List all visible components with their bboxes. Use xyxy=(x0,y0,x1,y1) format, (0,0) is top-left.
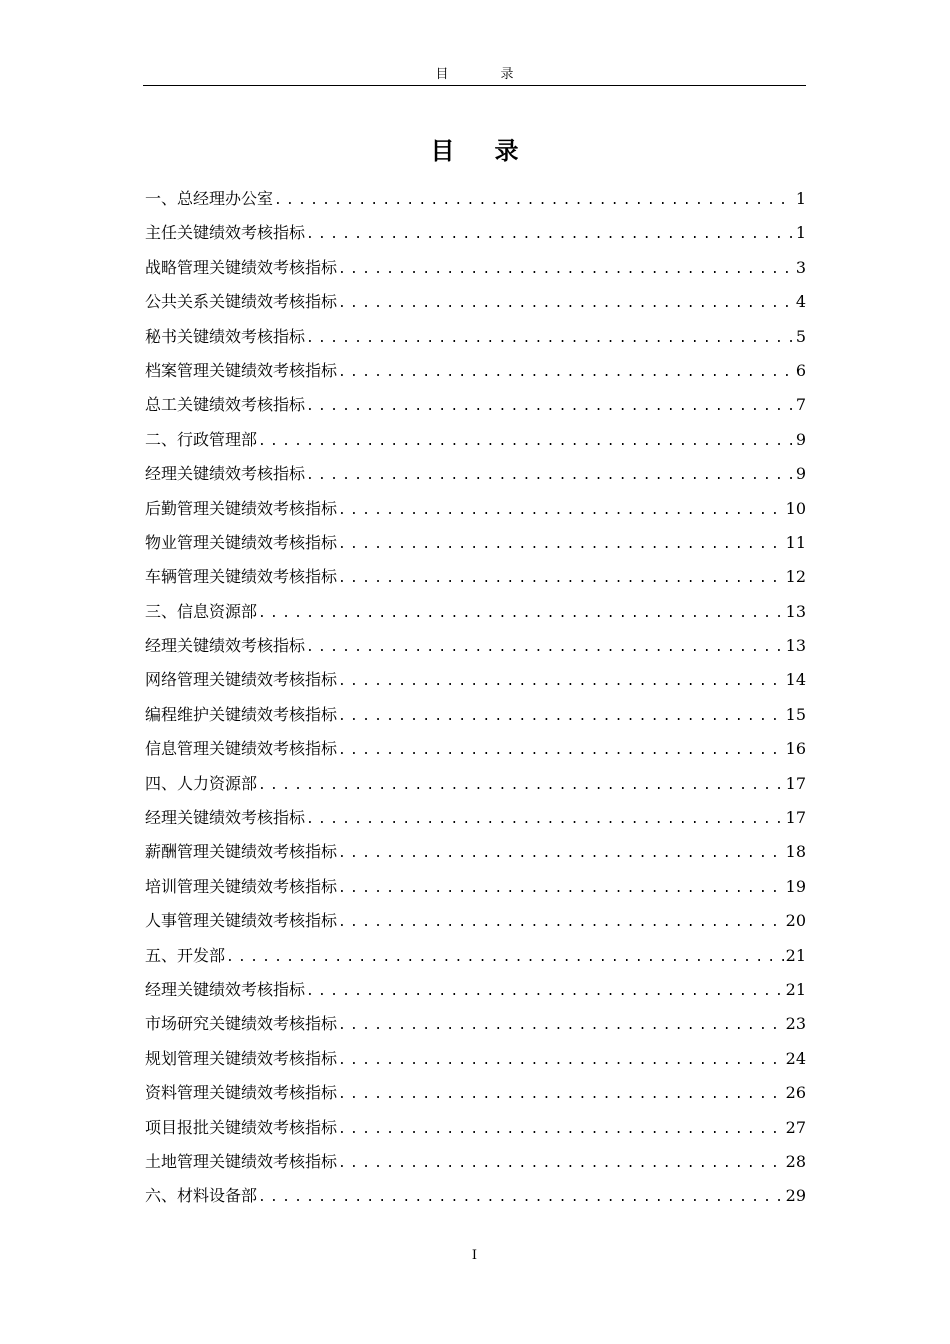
toc-entry-label: 经理关键绩效考核指标 xyxy=(145,808,306,828)
toc-entry-page: 5 xyxy=(795,326,806,346)
toc-dot-leader xyxy=(306,459,794,493)
toc-entry-label: 网络管理关键绩效考核指标 xyxy=(145,670,338,690)
toc-entry-label: 经理关键绩效考核指标 xyxy=(145,464,306,484)
toc-entry-page: 17 xyxy=(785,808,806,828)
toc-entry[interactable] xyxy=(145,182,806,216)
toc-entry-page: 20 xyxy=(785,911,806,931)
toc-entry-page: 12 xyxy=(785,567,806,587)
toc-entry-label: 市场研究关键绩效考核指标 xyxy=(145,1014,338,1034)
toc-dot-leader xyxy=(306,975,784,1009)
toc-entry[interactable] xyxy=(145,251,806,285)
toc-entry-label: 经理关键绩效考核指标 xyxy=(145,979,306,999)
toc-dot-leader xyxy=(338,1078,784,1112)
toc-entry-page: 15 xyxy=(785,704,806,724)
toc-entry[interactable] xyxy=(145,285,806,319)
toc-dot-leader xyxy=(338,906,784,940)
toc-entry-label: 经理关键绩效考核指标 xyxy=(145,636,306,656)
toc-entry-label: 土地管理关键绩效考核指标 xyxy=(145,1151,338,1171)
toc-entry-page: 9 xyxy=(795,464,806,484)
toc-entry-label: 人事管理关键绩效考核指标 xyxy=(145,911,338,931)
toc-dot-leader xyxy=(338,837,784,871)
toc-entry[interactable] xyxy=(145,904,806,938)
toc-entry-label: 秘书关键绩效考核指标 xyxy=(145,326,306,346)
toc-entry-page: 3 xyxy=(795,257,806,277)
toc-entry-label: 信息管理关键绩效考核指标 xyxy=(145,739,338,759)
toc-entry-label: 项目报批关键绩效考核指标 xyxy=(145,1117,338,1137)
toc-entry[interactable] xyxy=(145,939,806,973)
toc-dot-leader xyxy=(258,597,784,631)
toc-dot-leader xyxy=(338,494,784,528)
toc-dot-leader xyxy=(338,734,784,768)
toc-dot-leader xyxy=(338,700,784,734)
toc-dot-leader xyxy=(306,631,784,665)
toc-entry-page: 11 xyxy=(785,532,806,552)
toc-entry-label: 物业管理关键绩效考核指标 xyxy=(145,532,338,552)
toc-entry-label: 资料管理关键绩效考核指标 xyxy=(145,1083,338,1103)
toc-dot-leader xyxy=(258,425,794,459)
toc-entry[interactable] xyxy=(145,1042,806,1076)
toc-entry-page: 23 xyxy=(785,1014,806,1034)
toc-entry-page: 1 xyxy=(795,223,806,243)
toc-entry-label: 公共关系关键绩效考核指标 xyxy=(145,292,338,312)
toc-entry-page: 6 xyxy=(795,360,806,380)
toc-dot-leader xyxy=(338,1009,784,1043)
toc-entry-label: 四、人力资源部 xyxy=(145,773,258,793)
toc-dot-leader xyxy=(338,253,794,287)
toc-dot-leader xyxy=(338,665,784,699)
toc-entry[interactable] xyxy=(145,216,806,250)
toc-entry[interactable] xyxy=(145,423,806,457)
toc-dot-leader xyxy=(306,322,794,356)
toc-entry[interactable] xyxy=(145,457,806,491)
toc-entry-page: 19 xyxy=(785,876,806,896)
toc-dot-leader xyxy=(338,287,794,321)
toc-entry-label: 档案管理关键绩效考核指标 xyxy=(145,360,338,380)
toc-entry[interactable] xyxy=(145,732,806,766)
toc-dot-leader xyxy=(338,562,784,596)
toc-entry[interactable] xyxy=(145,663,806,697)
toc-dot-leader xyxy=(338,528,784,562)
toc-entry[interactable] xyxy=(145,320,806,354)
toc-dot-leader xyxy=(338,1044,784,1078)
toc-dot-leader xyxy=(274,184,794,218)
toc-entry-label: 五、开发部 xyxy=(145,945,226,965)
toc-entry[interactable] xyxy=(145,973,806,1007)
toc-entry-page: 10 xyxy=(785,498,806,518)
toc-entry-page: 7 xyxy=(795,395,806,415)
toc-entry-page: 14 xyxy=(785,670,806,690)
toc-entry[interactable] xyxy=(145,1007,806,1041)
toc-dot-leader xyxy=(258,1181,784,1215)
toc-entry-page: 9 xyxy=(795,429,806,449)
toc-entry-label: 车辆管理关键绩效考核指标 xyxy=(145,567,338,587)
toc-entry-label: 薪酬管理关键绩效考核指标 xyxy=(145,842,338,862)
toc-dot-leader xyxy=(306,390,794,424)
toc-title: 目录 xyxy=(430,137,559,165)
toc-entry-label: 六、材料设备部 xyxy=(145,1186,258,1206)
toc-entry-page: 4 xyxy=(795,292,806,312)
toc-entry[interactable] xyxy=(145,1179,806,1213)
toc-dot-leader xyxy=(338,872,784,906)
toc-dot-leader xyxy=(338,1113,784,1147)
toc-entry-page: 26 xyxy=(785,1083,806,1103)
toc-entry-label: 总工关键绩效考核指标 xyxy=(145,395,306,415)
toc-entry[interactable] xyxy=(145,560,806,594)
toc-entry-page: 13 xyxy=(785,601,806,621)
toc-entry[interactable] xyxy=(145,595,806,629)
toc-entry-label: 后勤管理关键绩效考核指标 xyxy=(145,498,338,518)
toc-entry[interactable] xyxy=(145,526,806,560)
toc-entry[interactable] xyxy=(145,1145,806,1179)
toc-dot-leader xyxy=(338,356,794,390)
toc-entry-page: 17 xyxy=(785,773,806,793)
toc-entry-page: 28 xyxy=(785,1151,806,1171)
toc-entry-label: 二、行政管理部 xyxy=(145,429,258,449)
toc-dot-leader xyxy=(338,1147,784,1181)
toc-entry[interactable] xyxy=(145,801,806,835)
toc-entry[interactable] xyxy=(145,388,806,422)
toc-entry[interactable] xyxy=(145,835,806,869)
toc-entry-page: 1 xyxy=(795,189,806,208)
running-header: 目录 xyxy=(435,67,566,82)
toc-entry[interactable] xyxy=(145,492,806,526)
toc-entry-page: 29 xyxy=(785,1186,806,1206)
toc-entry-page: 24 xyxy=(785,1048,806,1068)
toc-entry-label: 主任关键绩效考核指标 xyxy=(145,223,306,243)
toc-entry-page: 16 xyxy=(785,739,806,759)
toc-entry-page: 27 xyxy=(785,1117,806,1137)
toc-entry-label: 战略管理关键绩效考核指标 xyxy=(145,257,338,277)
toc-entry-label: 规划管理关键绩效考核指标 xyxy=(145,1048,338,1068)
toc-dot-leader xyxy=(226,941,784,975)
toc-entry[interactable] xyxy=(145,354,806,388)
toc-entry[interactable] xyxy=(145,767,806,801)
toc-dot-leader xyxy=(258,769,784,803)
toc-entry-label: 一、总经理办公室 xyxy=(145,189,274,208)
toc-list xyxy=(145,182,806,1214)
toc-entry-label: 编程维护关键绩效考核指标 xyxy=(145,704,338,724)
toc-entry-page: 18 xyxy=(785,842,806,862)
toc-dot-leader xyxy=(306,803,784,837)
toc-entry[interactable] xyxy=(145,698,806,732)
header-rule xyxy=(143,85,806,86)
toc-entry-page: 21 xyxy=(785,979,806,999)
toc-entry[interactable] xyxy=(145,629,806,663)
toc-entry-page: 21 xyxy=(785,945,806,965)
toc-dot-leader xyxy=(306,218,794,252)
toc-entry-label: 三、信息资源部 xyxy=(145,601,258,621)
page-number: I xyxy=(471,1248,478,1263)
toc-entry-page: 13 xyxy=(785,636,806,656)
toc-entry[interactable] xyxy=(145,1076,806,1110)
toc-entry[interactable] xyxy=(145,1111,806,1145)
toc-entry-label: 培训管理关键绩效考核指标 xyxy=(145,876,338,896)
toc-entry[interactable] xyxy=(145,870,806,904)
